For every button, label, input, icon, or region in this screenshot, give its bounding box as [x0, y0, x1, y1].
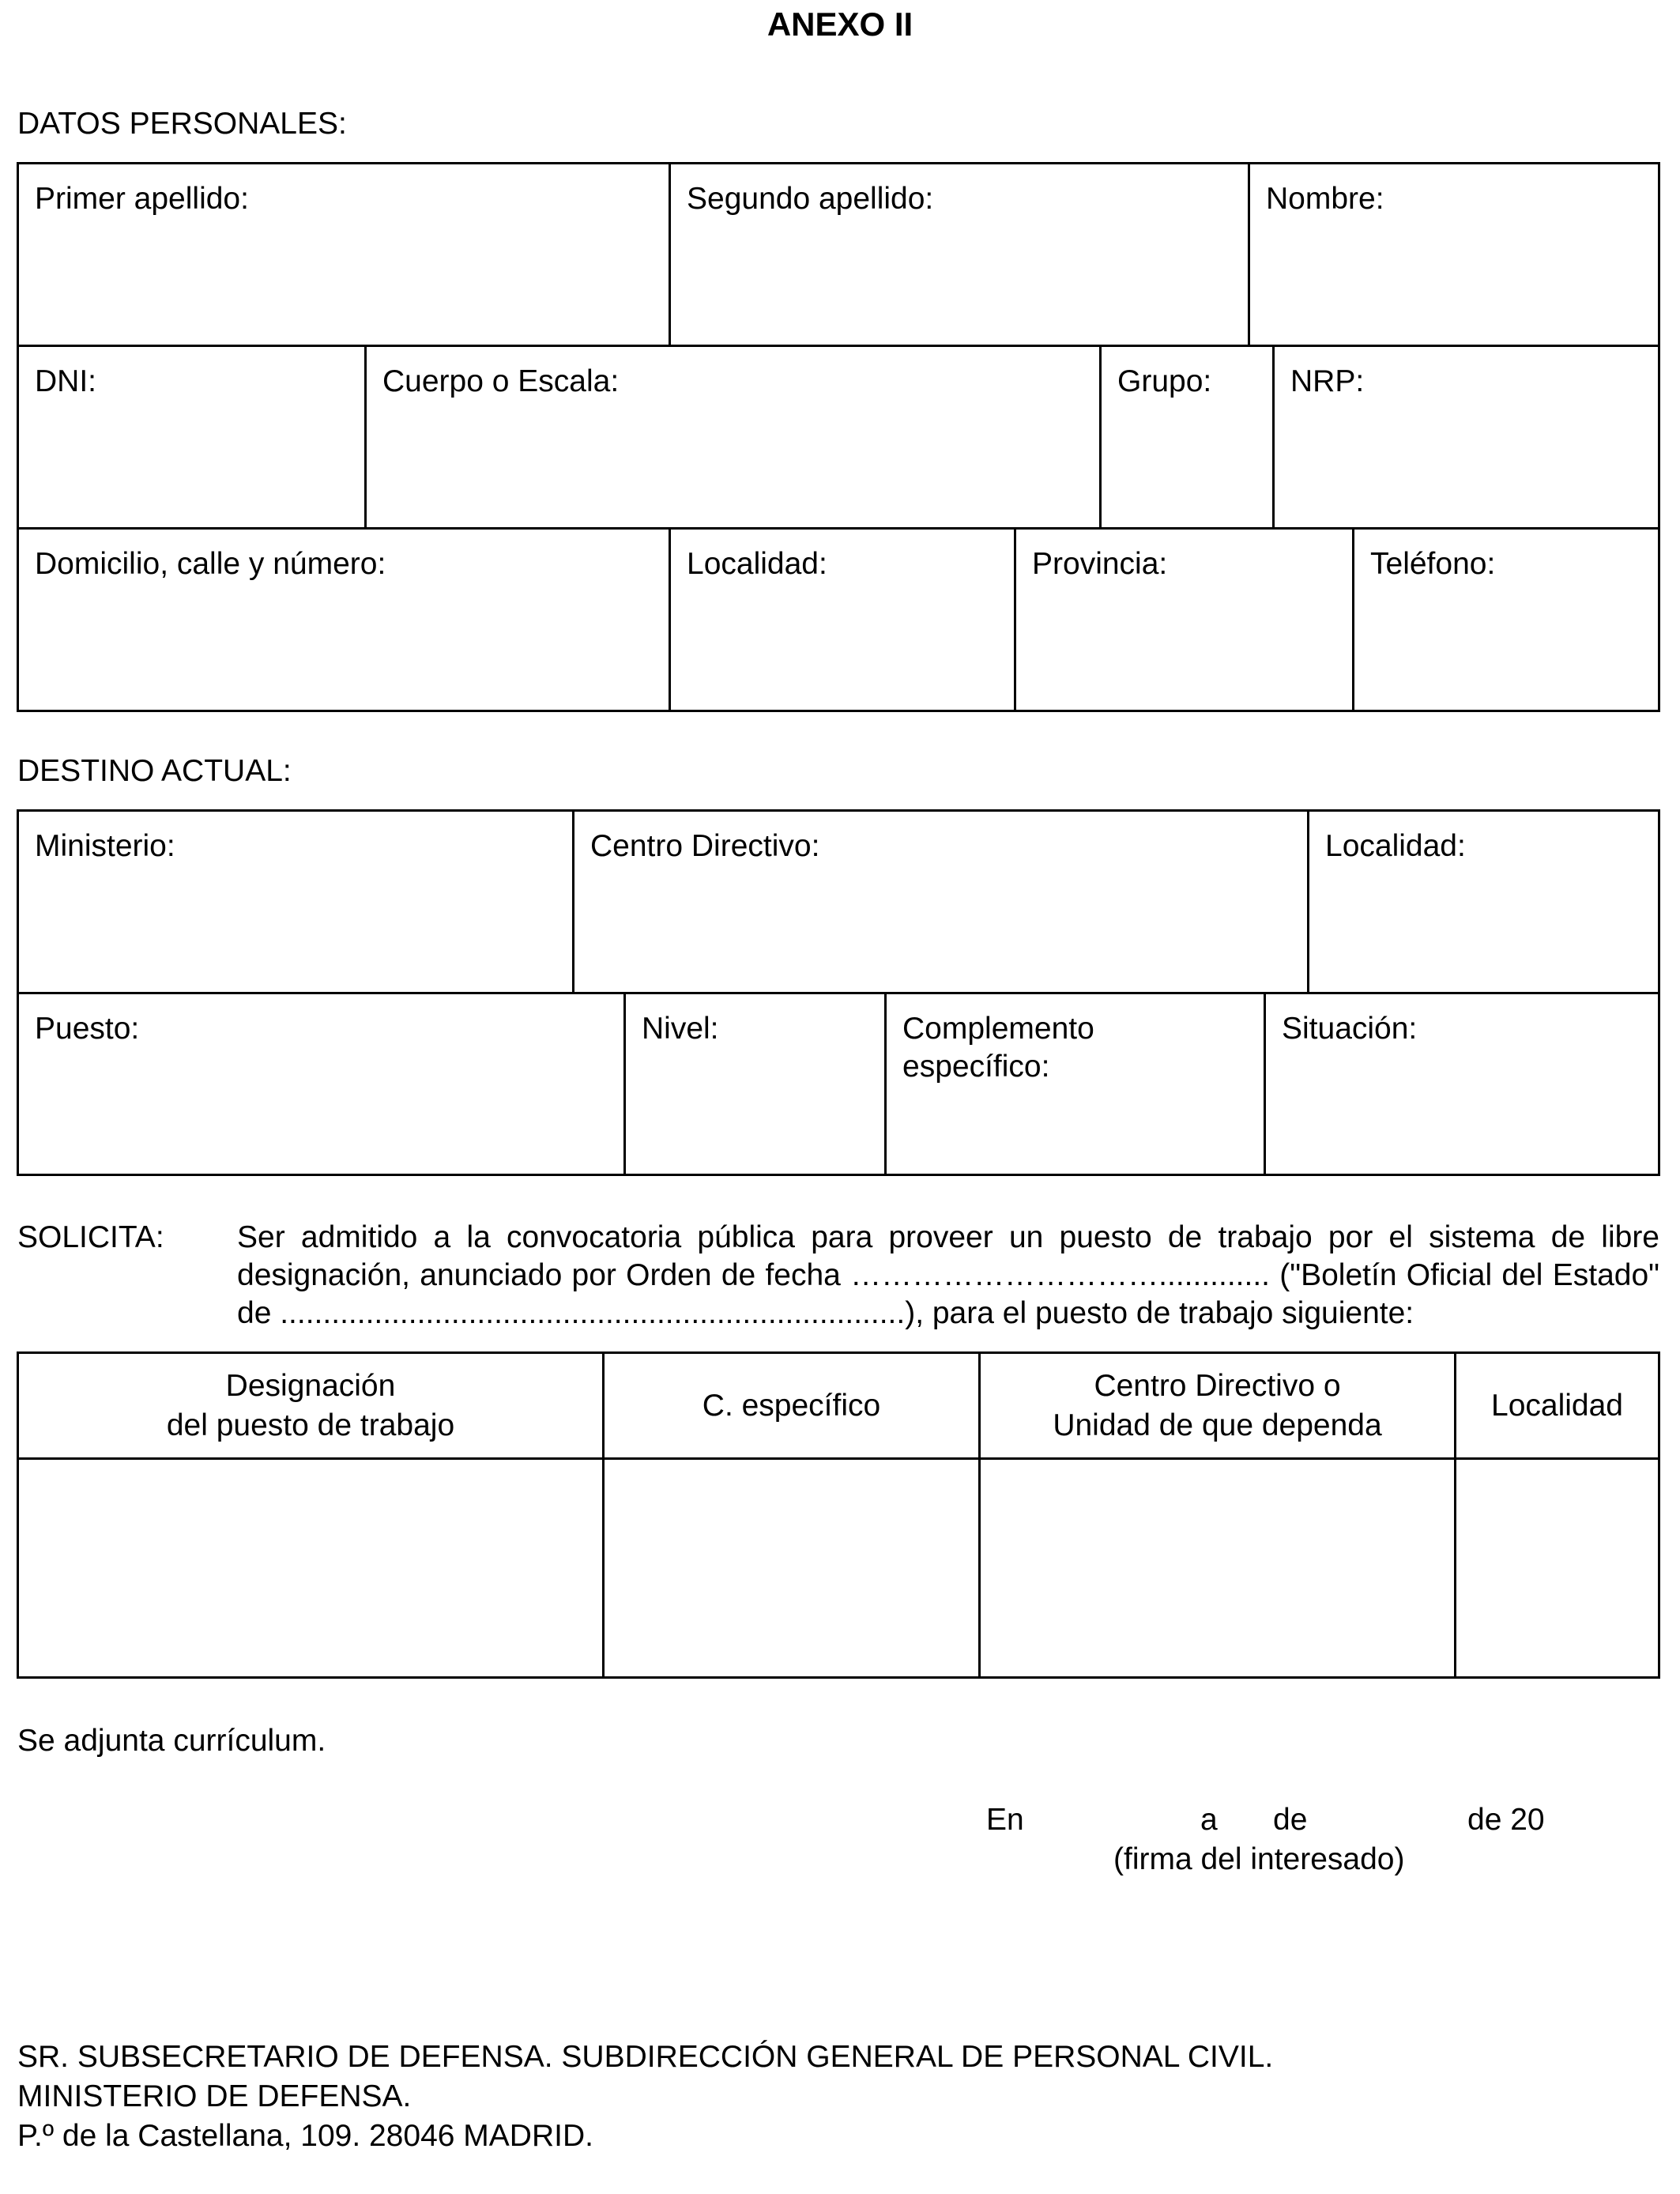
- column-header-localidad: [1454, 1354, 1658, 1457]
- column-header-centro-directivo: [978, 1354, 1454, 1457]
- field-primer-apellido[interactable]: Primer apellido:: [35, 182, 249, 216]
- solicita-text: Ser admitido a la convocatoria pública para proveer un puesto de trabajo por el sistema de libre designación, anunciado por Orden de fecha …………………………............. ("Boletín Oficial del Estado" de .........................................................................), para el puesto de trabajo siguiente:: [237, 1220, 1659, 1330]
- field-telefono[interactable]: Teléfono:: [1352, 530, 1658, 710]
- section-heading-destino-actual: DESTINO ACTUAL:: [17, 754, 292, 788]
- page-title: ANEXO II: [767, 6, 913, 43]
- field-nrp[interactable]: NRP:: [1272, 347, 1658, 529]
- cell-centro-directivo-input[interactable]: [978, 1460, 1454, 1676]
- column-header-c-especifico: [602, 1354, 978, 1457]
- field-centro-directivo[interactable]: Centro Directivo:: [572, 812, 1307, 993]
- destinatario-line: P.º de la Castellana, 109. 28046 MADRID.: [17, 2119, 593, 2153]
- puesto-table-row: [19, 1460, 1658, 1676]
- header-line: C. específico: [702, 1388, 881, 1423]
- datos-row-2: [19, 347, 1658, 529]
- field-nivel[interactable]: Nivel:: [623, 994, 884, 1174]
- destino-actual-grid: [17, 809, 1660, 1176]
- header-line: Unidad de que dependa: [1053, 1408, 1382, 1442]
- firma-de: de: [1273, 1803, 1308, 1837]
- firma-label: (firma del interesado): [1113, 1842, 1405, 1876]
- field-grupo[interactable]: Grupo:: [1099, 347, 1272, 529]
- column-header-designacion: [19, 1354, 602, 1457]
- datos-row-3: [19, 530, 1658, 710]
- field-localidad-destino[interactable]: Localidad:: [1307, 812, 1658, 993]
- solicita-label: SOLICITA:: [17, 1220, 164, 1254]
- destino-row-2: [19, 994, 1658, 1174]
- puesto-table-header: [19, 1354, 1658, 1457]
- field-ministerio[interactable]: Ministerio:: [35, 829, 175, 863]
- datos-row-1: [19, 164, 1658, 346]
- field-complemento-especifico[interactable]: Complemento específico:: [884, 994, 1264, 1174]
- destinatario-line: SR. SUBSECRETARIO DE DEFENSA. SUBDIRECCIÓN GENERAL DE PERSONAL CIVIL.: [17, 2040, 1274, 2074]
- header-line: Localidad: [1491, 1388, 1623, 1423]
- field-domicilio[interactable]: Domicilio, calle y número:: [35, 547, 386, 581]
- field-cuerpo-escala[interactable]: Cuerpo o Escala:: [364, 347, 1099, 529]
- header-line: Designación: [225, 1368, 396, 1403]
- cell-designacion-input[interactable]: [19, 1460, 602, 1676]
- header-line: Centro Directivo o: [1094, 1368, 1341, 1403]
- field-provincia[interactable]: Provincia:: [1014, 530, 1352, 710]
- header-line: del puesto de trabajo: [166, 1408, 455, 1442]
- field-puesto[interactable]: Puesto:: [35, 1012, 140, 1046]
- puesto-table: [17, 1351, 1660, 1679]
- cell-c-especifico-input[interactable]: [602, 1460, 978, 1676]
- field-situacion[interactable]: Situación:: [1264, 994, 1658, 1174]
- datos-personales-grid: [17, 162, 1660, 712]
- field-segundo-apellido[interactable]: Segundo apellido:: [669, 164, 1248, 346]
- field-dni[interactable]: DNI:: [35, 364, 96, 398]
- destinatario-line: MINISTERIO DE DEFENSA.: [17, 2079, 412, 2113]
- cell-localidad-input[interactable]: [1454, 1460, 1658, 1676]
- firma-en: En: [986, 1803, 1024, 1837]
- field-nombre[interactable]: Nombre:: [1248, 164, 1658, 346]
- field-localidad[interactable]: Localidad:: [669, 530, 1014, 710]
- adjunta-curriculum-text: Se adjunta currículum.: [17, 1724, 326, 1758]
- firma-de-20: de 20: [1467, 1803, 1545, 1837]
- destino-row-1: [19, 812, 1658, 993]
- firma-a: a: [1200, 1803, 1218, 1837]
- section-heading-datos-personales: DATOS PERSONALES:: [17, 107, 347, 141]
